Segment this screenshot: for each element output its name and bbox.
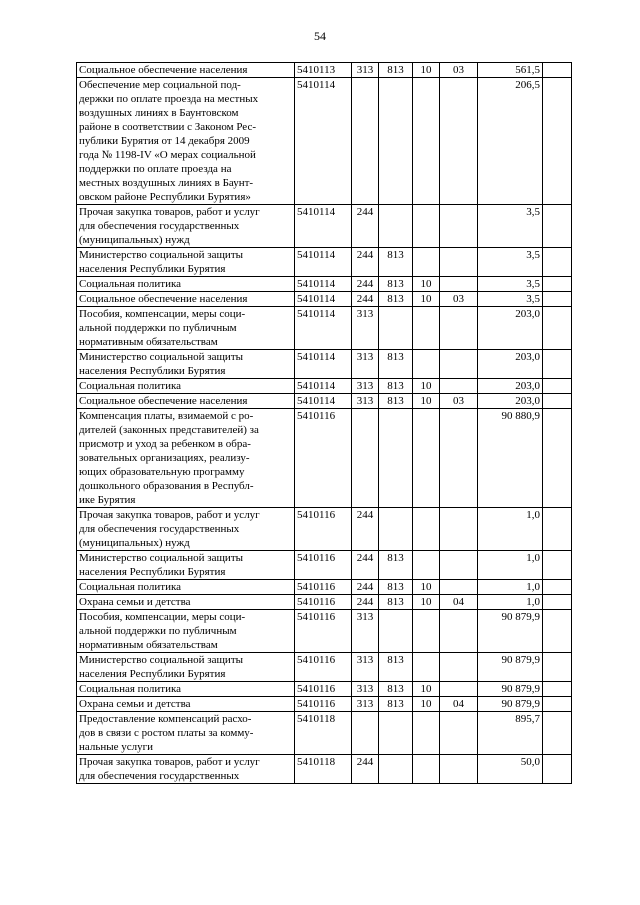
row-expense-type-cell: 244 bbox=[352, 551, 379, 580]
row-target-code-cell: 5410116 bbox=[295, 682, 352, 697]
table-row bbox=[77, 78, 572, 205]
row-amount-cell: 50,0 bbox=[478, 755, 543, 784]
table-row bbox=[77, 682, 572, 697]
row-expense-type-cell: 313 bbox=[352, 379, 379, 394]
row-subsection-cell bbox=[440, 610, 478, 653]
row-empty-cell bbox=[543, 63, 572, 78]
row-ministry-code-cell: 813 bbox=[379, 697, 413, 712]
row-empty-cell bbox=[543, 350, 572, 379]
row-ministry-code-cell: 813 bbox=[379, 248, 413, 277]
row-section-cell: 10 bbox=[413, 379, 440, 394]
row-ministry-code-cell: 813 bbox=[379, 63, 413, 78]
row-empty-cell bbox=[543, 682, 572, 697]
row-ministry-code-cell: 813 bbox=[379, 682, 413, 697]
row-amount-cell: 90 879,9 bbox=[478, 610, 543, 653]
row-target-code-cell: 5410114 bbox=[295, 248, 352, 277]
row-section-cell bbox=[413, 78, 440, 205]
row-amount-cell: 1,0 bbox=[478, 580, 543, 595]
row-section-cell bbox=[413, 712, 440, 755]
row-target-code-cell: 5410113 bbox=[295, 63, 352, 78]
row-subsection-cell: 03 bbox=[440, 63, 478, 78]
row-empty-cell bbox=[543, 292, 572, 307]
row-amount-cell: 1,0 bbox=[478, 508, 543, 551]
row-subsection-cell bbox=[440, 248, 478, 277]
row-empty-cell bbox=[543, 610, 572, 653]
row-target-code-cell: 5410116 bbox=[295, 580, 352, 595]
row-name-cell: Прочая закупка товаров, работ и услуг для обеспечения государственных bbox=[77, 755, 295, 784]
row-subsection-cell bbox=[440, 409, 478, 508]
row-subsection-cell bbox=[440, 653, 478, 682]
table-row bbox=[77, 653, 572, 682]
row-name-cell: Прочая закупка товаров, работ и услуг для обеспечения государственных (муниципальных) нужд bbox=[77, 205, 295, 248]
row-name-cell: Социальное обеспечение населения bbox=[77, 292, 295, 307]
row-name-cell: Министерство социальной защиты населения Республики Бурятия bbox=[77, 350, 295, 379]
row-target-code-cell: 5410118 bbox=[295, 712, 352, 755]
row-expense-type-cell: 244 bbox=[352, 580, 379, 595]
row-section-cell bbox=[413, 248, 440, 277]
row-empty-cell bbox=[543, 580, 572, 595]
row-target-code-cell: 5410116 bbox=[295, 697, 352, 712]
row-expense-type-cell bbox=[352, 712, 379, 755]
row-name-cell: Охрана семьи и детства bbox=[77, 697, 295, 712]
row-empty-cell bbox=[543, 205, 572, 248]
row-section-cell: 10 bbox=[413, 63, 440, 78]
row-section-cell: 10 bbox=[413, 292, 440, 307]
row-subsection-cell bbox=[440, 755, 478, 784]
row-target-code-cell: 5410114 bbox=[295, 277, 352, 292]
row-expense-type-cell: 244 bbox=[352, 248, 379, 277]
row-ministry-code-cell: 813 bbox=[379, 551, 413, 580]
row-ministry-code-cell: 813 bbox=[379, 394, 413, 409]
row-ministry-code-cell bbox=[379, 610, 413, 653]
row-amount-cell: 203,0 bbox=[478, 379, 543, 394]
row-empty-cell bbox=[543, 653, 572, 682]
row-expense-type-cell: 244 bbox=[352, 595, 379, 610]
row-amount-cell: 3,5 bbox=[478, 205, 543, 248]
row-subsection-cell bbox=[440, 307, 478, 350]
row-target-code-cell: 5410116 bbox=[295, 610, 352, 653]
row-expense-type-cell: 244 bbox=[352, 292, 379, 307]
budget-table-body bbox=[77, 63, 572, 784]
row-section-cell: 10 bbox=[413, 394, 440, 409]
row-target-code-cell: 5410114 bbox=[295, 350, 352, 379]
row-target-code-cell: 5410116 bbox=[295, 653, 352, 682]
row-amount-cell: 203,0 bbox=[478, 350, 543, 379]
row-name-cell: Обеспечение мер социальной под- держки по оплате проезда на местных воздушных линиях в Баунтовском районе в соответствии с Законом Рес- публики Бурятия от 14 декабря 2009 года № 1198-IV «О мерах социальной поддержки по оплате проезда на местных воздушных линиях в Баунт- овском районе Республики Бурятия» bbox=[77, 78, 295, 205]
row-ministry-code-cell bbox=[379, 755, 413, 784]
row-expense-type-cell: 313 bbox=[352, 697, 379, 712]
row-empty-cell bbox=[543, 394, 572, 409]
row-expense-type-cell: 313 bbox=[352, 307, 379, 350]
row-target-code-cell: 5410114 bbox=[295, 292, 352, 307]
row-name-cell: Министерство социальной защиты населения Республики Бурятия bbox=[77, 248, 295, 277]
row-amount-cell: 206,5 bbox=[478, 78, 543, 205]
row-subsection-cell bbox=[440, 379, 478, 394]
row-empty-cell bbox=[543, 697, 572, 712]
row-target-code-cell: 5410116 bbox=[295, 551, 352, 580]
table-row bbox=[77, 697, 572, 712]
row-expense-type-cell: 244 bbox=[352, 755, 379, 784]
row-expense-type-cell: 244 bbox=[352, 277, 379, 292]
row-amount-cell: 90 879,9 bbox=[478, 697, 543, 712]
row-expense-type-cell: 313 bbox=[352, 610, 379, 653]
row-subsection-cell bbox=[440, 277, 478, 292]
row-section-cell bbox=[413, 508, 440, 551]
table-row bbox=[77, 307, 572, 350]
row-empty-cell bbox=[543, 307, 572, 350]
row-ministry-code-cell bbox=[379, 712, 413, 755]
row-subsection-cell: 03 bbox=[440, 292, 478, 307]
row-subsection-cell bbox=[440, 350, 478, 379]
row-ministry-code-cell bbox=[379, 78, 413, 205]
row-subsection-cell bbox=[440, 508, 478, 551]
table-row bbox=[77, 292, 572, 307]
table-row bbox=[77, 63, 572, 78]
row-ministry-code-cell bbox=[379, 205, 413, 248]
row-empty-cell bbox=[543, 595, 572, 610]
row-name-cell: Охрана семьи и детства bbox=[77, 595, 295, 610]
table-row bbox=[77, 350, 572, 379]
table-row bbox=[77, 610, 572, 653]
row-section-cell: 10 bbox=[413, 580, 440, 595]
row-target-code-cell: 5410114 bbox=[295, 205, 352, 248]
row-expense-type-cell: 313 bbox=[352, 350, 379, 379]
table-row bbox=[77, 379, 572, 394]
row-empty-cell bbox=[543, 379, 572, 394]
row-section-cell bbox=[413, 755, 440, 784]
row-amount-cell: 90 879,9 bbox=[478, 653, 543, 682]
row-empty-cell bbox=[543, 277, 572, 292]
row-amount-cell: 1,0 bbox=[478, 551, 543, 580]
row-section-cell bbox=[413, 653, 440, 682]
row-amount-cell: 1,0 bbox=[478, 595, 543, 610]
row-target-code-cell: 5410116 bbox=[295, 409, 352, 508]
row-subsection-cell: 04 bbox=[440, 697, 478, 712]
table-row bbox=[77, 205, 572, 248]
row-ministry-code-cell: 813 bbox=[379, 350, 413, 379]
row-amount-cell: 203,0 bbox=[478, 307, 543, 350]
row-name-cell: Социальное обеспечение населения bbox=[77, 394, 295, 409]
row-amount-cell: 90 879,9 bbox=[478, 682, 543, 697]
budget-table bbox=[76, 62, 572, 784]
row-amount-cell: 3,5 bbox=[478, 248, 543, 277]
row-name-cell: Министерство социальной защиты населения Республики Бурятия bbox=[77, 551, 295, 580]
row-name-cell: Пособия, компенсации, меры соци- альной поддержки по публичным нормативным обязательствам bbox=[77, 307, 295, 350]
row-amount-cell: 561,5 bbox=[478, 63, 543, 78]
row-section-cell bbox=[413, 205, 440, 248]
row-name-cell: Социальная политика bbox=[77, 379, 295, 394]
row-target-code-cell: 5410114 bbox=[295, 379, 352, 394]
row-name-cell: Пособия, компенсации, меры соци- альной поддержки по публичным нормативным обязательствам bbox=[77, 610, 295, 653]
table-row bbox=[77, 409, 572, 508]
row-amount-cell: 90 880,9 bbox=[478, 409, 543, 508]
row-ministry-code-cell bbox=[379, 508, 413, 551]
row-name-cell: Социальное обеспечение населения bbox=[77, 63, 295, 78]
row-ministry-code-cell: 813 bbox=[379, 277, 413, 292]
row-expense-type-cell: 313 bbox=[352, 682, 379, 697]
row-amount-cell: 3,5 bbox=[478, 277, 543, 292]
row-subsection-cell bbox=[440, 78, 478, 205]
row-name-cell: Социальная политика bbox=[77, 682, 295, 697]
page-number: 54 bbox=[314, 29, 326, 43]
row-amount-cell: 3,5 bbox=[478, 292, 543, 307]
row-empty-cell bbox=[543, 508, 572, 551]
table-row bbox=[77, 394, 572, 409]
row-expense-type-cell bbox=[352, 78, 379, 205]
row-expense-type-cell: 244 bbox=[352, 205, 379, 248]
row-subsection-cell: 03 bbox=[440, 394, 478, 409]
row-name-cell: Компенсация платы, взимаемой с ро- дителей (законных представителей) за присмотр и уход за ребенком в обра- зовательных организациях, реализу- ющих образовательную программу дошкольного образования в Республ- ике Бурятия bbox=[77, 409, 295, 508]
row-subsection-cell: 04 bbox=[440, 595, 478, 610]
row-target-code-cell: 5410118 bbox=[295, 755, 352, 784]
table-row bbox=[77, 551, 572, 580]
row-expense-type-cell: 313 bbox=[352, 63, 379, 78]
table-row bbox=[77, 508, 572, 551]
row-empty-cell bbox=[543, 78, 572, 205]
row-name-cell: Предоставление компенсаций расхо- дов в связи с ростом платы за комму- нальные услуги bbox=[77, 712, 295, 755]
row-expense-type-cell: 244 bbox=[352, 508, 379, 551]
row-expense-type-cell bbox=[352, 409, 379, 508]
row-subsection-cell bbox=[440, 580, 478, 595]
row-empty-cell bbox=[543, 551, 572, 580]
row-target-code-cell: 5410114 bbox=[295, 307, 352, 350]
row-section-cell: 10 bbox=[413, 682, 440, 697]
row-section-cell bbox=[413, 350, 440, 379]
row-section-cell bbox=[413, 610, 440, 653]
row-ministry-code-cell: 813 bbox=[379, 580, 413, 595]
row-target-code-cell: 5410114 bbox=[295, 78, 352, 205]
row-section-cell bbox=[413, 409, 440, 508]
row-empty-cell bbox=[543, 248, 572, 277]
table-row bbox=[77, 712, 572, 755]
row-target-code-cell: 5410116 bbox=[295, 508, 352, 551]
table-row bbox=[77, 277, 572, 292]
table-row bbox=[77, 755, 572, 784]
row-amount-cell: 203,0 bbox=[478, 394, 543, 409]
row-target-code-cell: 5410114 bbox=[295, 394, 352, 409]
row-section-cell: 10 bbox=[413, 595, 440, 610]
row-amount-cell: 895,7 bbox=[478, 712, 543, 755]
row-section-cell: 10 bbox=[413, 697, 440, 712]
row-empty-cell bbox=[543, 755, 572, 784]
row-section-cell bbox=[413, 307, 440, 350]
row-ministry-code-cell: 813 bbox=[379, 653, 413, 682]
row-subsection-cell bbox=[440, 205, 478, 248]
row-ministry-code-cell bbox=[379, 409, 413, 508]
table-row bbox=[77, 580, 572, 595]
row-empty-cell bbox=[543, 409, 572, 508]
row-target-code-cell: 5410116 bbox=[295, 595, 352, 610]
row-expense-type-cell: 313 bbox=[352, 653, 379, 682]
row-ministry-code-cell: 813 bbox=[379, 595, 413, 610]
row-name-cell: Министерство социальной защиты населения Республики Бурятия bbox=[77, 653, 295, 682]
row-ministry-code-cell: 813 bbox=[379, 292, 413, 307]
row-ministry-code-cell: 813 bbox=[379, 379, 413, 394]
row-subsection-cell bbox=[440, 712, 478, 755]
row-subsection-cell bbox=[440, 551, 478, 580]
row-ministry-code-cell bbox=[379, 307, 413, 350]
row-section-cell: 10 bbox=[413, 277, 440, 292]
row-name-cell: Социальная политика bbox=[77, 580, 295, 595]
table-row bbox=[77, 248, 572, 277]
row-expense-type-cell: 313 bbox=[352, 394, 379, 409]
row-name-cell: Социальная политика bbox=[77, 277, 295, 292]
row-section-cell bbox=[413, 551, 440, 580]
row-empty-cell bbox=[543, 712, 572, 755]
row-subsection-cell bbox=[440, 682, 478, 697]
row-name-cell: Прочая закупка товаров, работ и услуг для обеспечения государственных (муниципальных) нужд bbox=[77, 508, 295, 551]
table-row bbox=[77, 595, 572, 610]
